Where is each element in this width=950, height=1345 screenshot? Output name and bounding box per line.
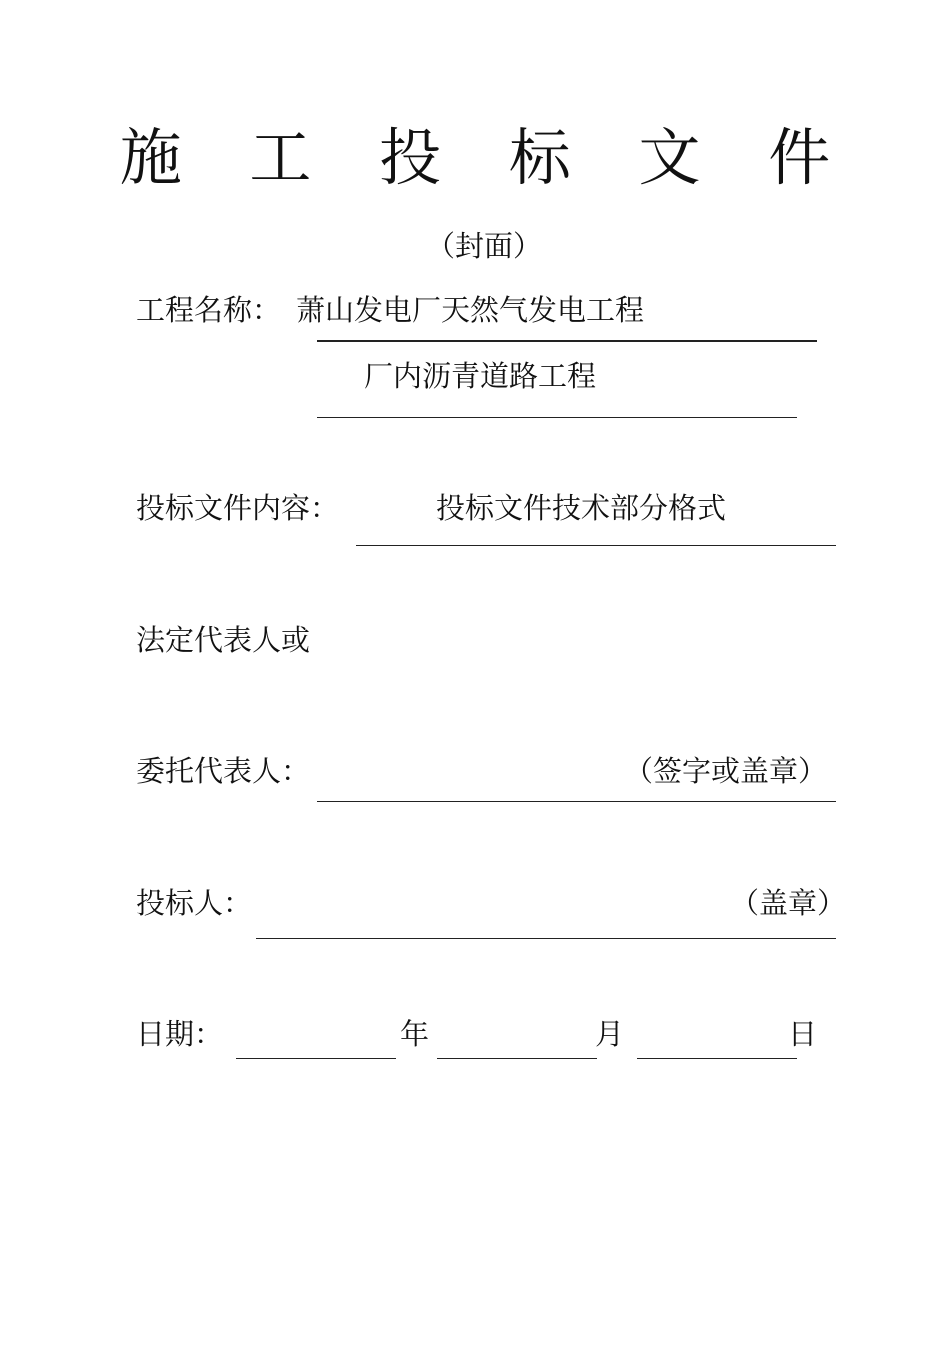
date-month-line — [437, 1058, 597, 1059]
signature-note: （签字或盖章） — [624, 754, 828, 788]
seal-note: （盖章） — [730, 886, 847, 920]
document-title: 施 工 投 标 文 件 — [119, 121, 855, 194]
project-name-label: 工程名称： — [136, 293, 282, 327]
bidder-seal-line — [256, 938, 836, 939]
project-name-line2: 厂内沥青道路工程 — [364, 359, 597, 393]
document-subtitle: （封面） — [425, 229, 542, 263]
project-name-underline-2 — [317, 417, 797, 418]
bid-content-value: 投标文件技术部分格式 — [436, 491, 727, 525]
bidder-label: 投标人： — [136, 886, 253, 920]
date-label: 日期： — [136, 1017, 224, 1051]
date-month-label: 月 — [595, 1017, 625, 1051]
authorized-representative-label: 委托代表人： — [136, 754, 311, 788]
project-name-underline-1 — [317, 340, 817, 342]
project-name-line1: 萧山发电厂天然气发电工程 — [296, 293, 645, 327]
date-year-line — [236, 1058, 396, 1059]
legal-representative-label: 法定代表人或 — [136, 623, 311, 657]
bid-content-label: 投标文件内容： — [136, 491, 340, 525]
representative-signature-line — [317, 801, 836, 802]
bid-content-underline — [356, 545, 836, 546]
date-day-label: 日 — [788, 1017, 818, 1051]
date-day-line — [637, 1058, 797, 1059]
date-year-label: 年 — [400, 1017, 430, 1051]
